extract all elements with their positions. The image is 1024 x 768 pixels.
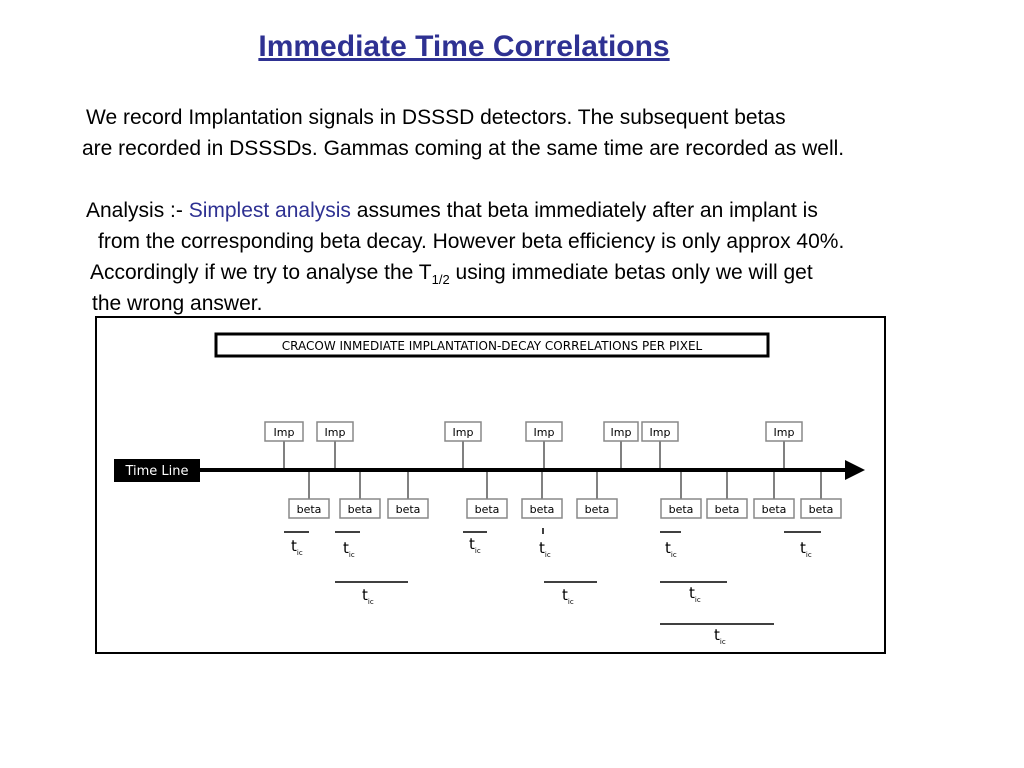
implant-marker: [317, 422, 353, 470]
svg-text:tic: [539, 539, 551, 559]
beta-label: beta: [584, 503, 610, 516]
page-title: Immediate Time Correlations: [258, 30, 670, 63]
beta-marker: [388, 470, 428, 518]
svg-text:tic: [291, 537, 303, 557]
beta-label: beta: [395, 503, 421, 516]
t-subscript: ic: [694, 596, 701, 604]
implant-marker: [642, 422, 678, 470]
implant-label: Imp: [452, 426, 474, 439]
analysis-line-2: from the corresponding beta decay. However beta efficiency is only approx 40%.: [98, 230, 845, 253]
t-subscript: ic: [367, 598, 374, 606]
t-symbol: t: [689, 584, 695, 602]
beta-marker: [661, 470, 701, 518]
t-symbol: t: [665, 539, 671, 557]
beta-marker: [467, 470, 507, 518]
correlation-interval: [463, 532, 487, 555]
t-subscript: ic: [544, 551, 551, 559]
implant-label: Imp: [533, 426, 555, 439]
svg-text:tic: [800, 539, 812, 559]
svg-text:tic: [362, 586, 374, 606]
beta-label: beta: [808, 503, 834, 516]
analysis-prefix: Analysis :-: [86, 199, 189, 222]
beta-label: beta: [474, 503, 500, 516]
analysis-line-3-prefix: Accordingly if we try to analyse the T: [90, 261, 432, 284]
beta-marker: [289, 470, 329, 518]
implant-label: Imp: [273, 426, 295, 439]
correlation-interval: [660, 532, 681, 559]
svg-text:tic: [343, 539, 355, 559]
beta-label: beta: [668, 503, 694, 516]
t-symbol: t: [469, 535, 475, 553]
timeline-arrowhead: [845, 460, 865, 480]
intro-line-1: We record Implantation signals in DSSSD detectors. The subsequent betas: [86, 106, 786, 129]
correlation-diagram-svg: [97, 318, 884, 652]
svg-text:tic: [714, 626, 726, 646]
beta-marker: [522, 470, 562, 518]
analysis-line-1: [86, 195, 818, 226]
correlation-interval: [284, 532, 309, 557]
implant-marker: [445, 422, 481, 470]
t-subscript: ic: [474, 547, 481, 555]
t-subscript: ic: [719, 638, 726, 646]
t-symbol: t: [562, 586, 568, 604]
svg-text:tic: [469, 535, 481, 555]
implant-marker: [766, 422, 802, 470]
t-symbol: t: [539, 539, 545, 557]
implant-marker: [526, 422, 562, 470]
correlation-interval: [784, 532, 821, 559]
beta-label: beta: [761, 503, 787, 516]
t-subscript: ic: [567, 598, 574, 606]
beta-label: beta: [714, 503, 740, 516]
t-symbol: t: [714, 626, 720, 644]
t-subscript: ic: [348, 551, 355, 559]
correlation-intervals-row-1: [284, 528, 821, 559]
svg-text:tic: [665, 539, 677, 559]
analysis-line-3-rest: using immediate betas only we will get: [449, 261, 813, 284]
t-subscript: ic: [296, 549, 303, 557]
timeline-label: Time Line: [125, 464, 189, 479]
correlation-interval: [335, 582, 408, 606]
intro-line-2: are recorded in DSSSDs. Gammas coming at the same time are recorded as well.: [82, 137, 845, 160]
analysis-line-1-rest: assumes that beta immediately after an implant is: [350, 199, 818, 222]
t-symbol: t: [291, 537, 297, 555]
implant-label: Imp: [610, 426, 632, 439]
correlation-interval: [335, 532, 360, 559]
t-symbol: t: [362, 586, 368, 604]
implant-marker: [265, 422, 303, 470]
beta-marker: [801, 470, 841, 518]
correlation-interval: [660, 624, 774, 646]
correlation-intervals-row-2: [335, 582, 774, 646]
beta-marker: [577, 470, 617, 518]
correlation-interval: [539, 528, 551, 559]
beta-marker: [707, 470, 747, 518]
t-subscript: ic: [805, 551, 812, 559]
svg-text:tic: [562, 586, 574, 606]
beta-label: beta: [347, 503, 373, 516]
beta-marker: [340, 470, 380, 518]
correlation-interval: [544, 582, 597, 606]
simplest-analysis-highlight: Simplest analysis: [188, 199, 351, 222]
implant-label: Imp: [773, 426, 795, 439]
correlation-interval: [660, 582, 727, 604]
beta-markers: [289, 470, 841, 518]
implant-label: Imp: [324, 426, 346, 439]
t-symbol: t: [343, 539, 349, 557]
svg-text:tic: [689, 584, 701, 604]
implant-marker: [604, 422, 638, 470]
beta-label: beta: [296, 503, 322, 516]
beta-label: beta: [529, 503, 555, 516]
diagram-heading: CRACOW INMEDIATE IMPLANTATION-DECAY CORRELATIONS PER PIXEL: [281, 339, 703, 353]
half-life-subscript: 1/2: [431, 272, 450, 287]
implant-markers: [265, 422, 802, 470]
correlation-diagram: [95, 316, 886, 654]
t-symbol: t: [800, 539, 806, 557]
analysis-line-4: the wrong answer.: [92, 292, 263, 315]
beta-marker: [754, 470, 794, 518]
implant-label: Imp: [649, 426, 671, 439]
t-subscript: ic: [670, 551, 677, 559]
